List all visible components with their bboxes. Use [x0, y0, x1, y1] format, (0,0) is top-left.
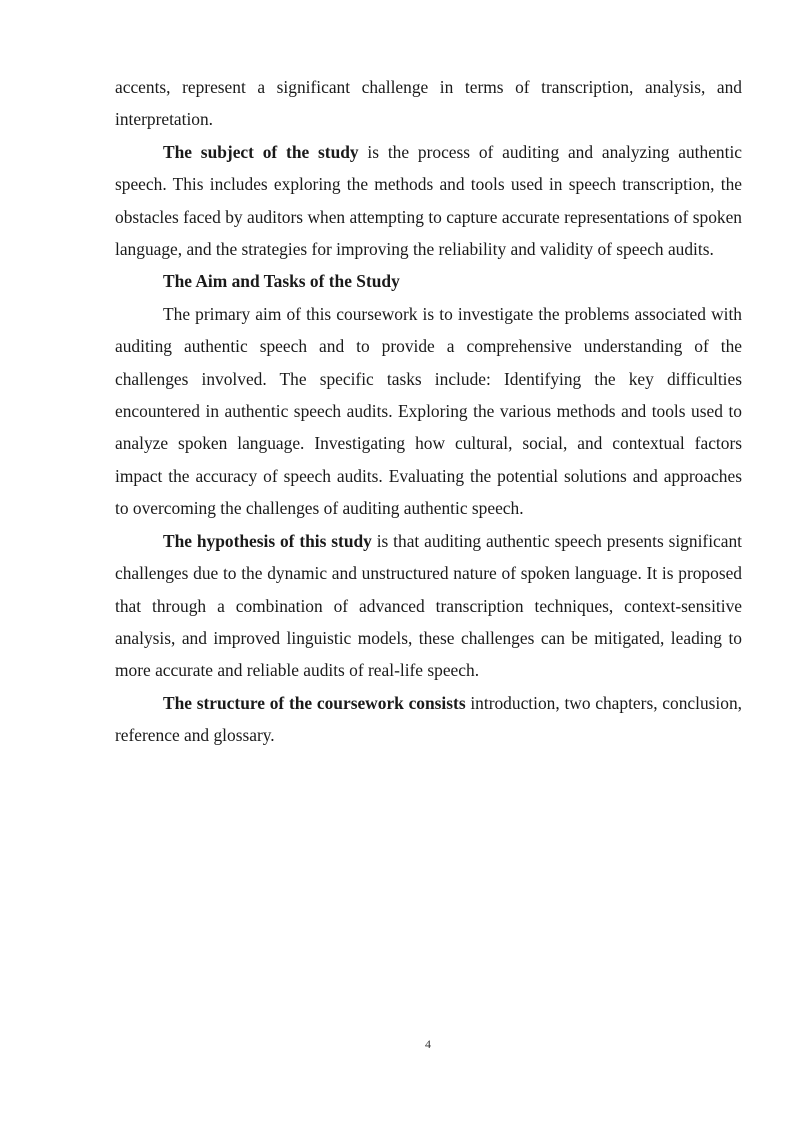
- paragraph-accents: [115, 71, 742, 136]
- paragraph-hypothesis: [115, 525, 742, 687]
- paragraph-text: is the process of auditing and analyzing authentic speech. This includes exploring the methods and tools used in speech transcription, the obstacles faced by auditors when attempting to capture accurate representations of spoken language, and the strategies for improving the reliability and validity of speech audits.: [115, 141, 743, 260]
- paragraph-text: is that auditing authentic speech presents significant challenges due to the dynamic and unstructured nature of spoken language. It is proposed that through a combination of advanced transcription techniques, context-sensitive analysis, and improved linguistic models, these challenges can be mitigated, leading to more accurate and reliable audits of real-life speech.: [115, 530, 742, 681]
- subject-heading: The subject of the study: [163, 141, 359, 162]
- hypothesis-heading: The hypothesis of this study: [163, 530, 372, 551]
- paragraph-text: The primary aim of this coursework is to investigate the problems associated with auditing authentic speech and to provide a comprehensive understanding of the challenges involved. The specific tasks include: Identifying the key difficulties encountered in authentic speech audits. Exploring the various methods and tools used to analyze spoken language. Investigating how cultural, social, and contextual factors impact the accuracy of speech audits. Evaluating the potential solutions and approaches to overcoming the challenges of auditing authentic speech.: [115, 303, 742, 519]
- paragraph-text: introduction, two chapters, conclusion, reference and glossary.: [115, 692, 742, 746]
- aim-tasks-heading: The Aim and Tasks of the Study: [163, 271, 400, 292]
- section-heading: [115, 265, 742, 297]
- page-number: 4: [425, 1037, 431, 1051]
- structure-heading: The structure of the coursework consists: [163, 692, 466, 713]
- document-page: [115, 71, 742, 752]
- paragraph-aim: [115, 298, 742, 525]
- paragraph-structure: [115, 687, 742, 752]
- paragraph-text: accents, represent a significant challenge in terms of transcription, analysis, and interpretation.: [115, 77, 742, 130]
- paragraph-subject: [115, 136, 742, 266]
